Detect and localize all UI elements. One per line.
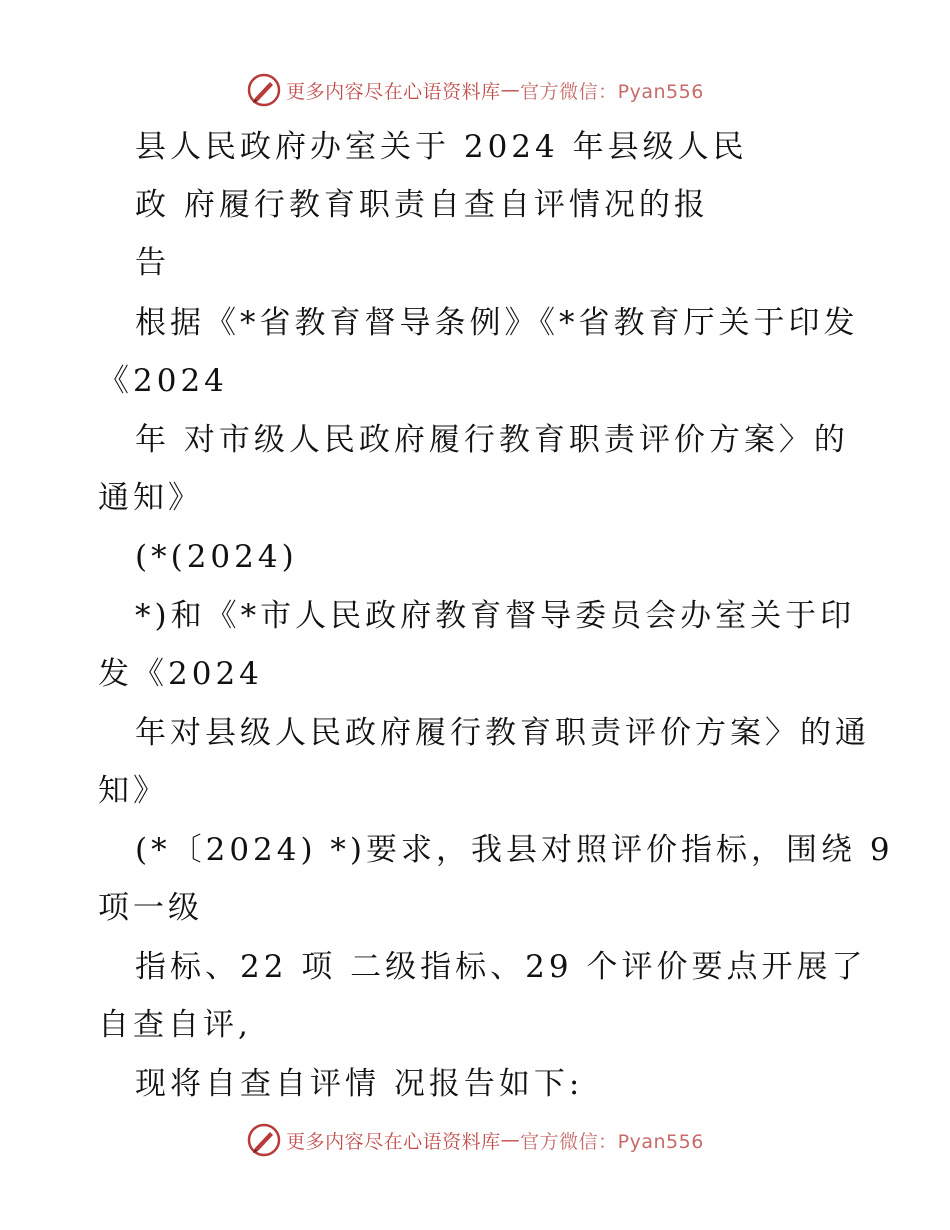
watermark-separator: —: [500, 79, 521, 101]
body-line-10: (*〔2024) *)要求，我县对照评价指标，围绕 9: [135, 832, 894, 868]
watermark-brand: 更多内容尽在心语资料库: [286, 80, 501, 103]
body-line-7: 发《2024: [98, 656, 263, 692]
body-line-1: 根据《*省教育督导条例》《*省教育厅关于印发: [135, 305, 859, 341]
watermark-wechat: 官方微信：Pyan556: [520, 1130, 704, 1153]
body-line-3: 年 对市级人民政府履行教育职责评价方案〉的: [135, 422, 849, 458]
title-line-2: 政 府履行教育职责自查自评情况的报: [135, 187, 709, 223]
body-line-2: 《2024: [98, 363, 228, 399]
body-line-4: 通知》: [98, 480, 203, 516]
title-line-3: 告: [135, 245, 170, 281]
body-line-13: 自查自评,: [98, 1007, 252, 1043]
body-line-9: 知》: [98, 773, 168, 809]
body-line-12: 指标、22 项 二级指标、29 个评价要点开展了: [135, 949, 867, 985]
quill-logo-icon: [246, 1122, 282, 1158]
body-line-5: (*(2024): [135, 539, 298, 575]
body-line-14: 现将自查自评情 况报告如下:: [135, 1066, 584, 1102]
title-line-1: 县人民政府办室关于 2024 年县级人民: [135, 129, 748, 165]
body-line-6: *)和《*市人民政府教育督导委员会办室关于印: [135, 598, 856, 634]
body-line-8: 年对县级人民政府履行教育职责评价方案〉的通: [135, 715, 870, 751]
watermark-brand: 更多内容尽在心语资料库: [286, 1130, 501, 1153]
watermark-separator: —: [500, 1129, 521, 1151]
watermark-wechat: 官方微信：Pyan556: [520, 80, 704, 103]
body-line-11: 项一级: [98, 890, 203, 926]
quill-logo-icon: [246, 72, 282, 108]
watermark-header: [0, 72, 950, 108]
watermark-footer: [0, 1122, 950, 1158]
